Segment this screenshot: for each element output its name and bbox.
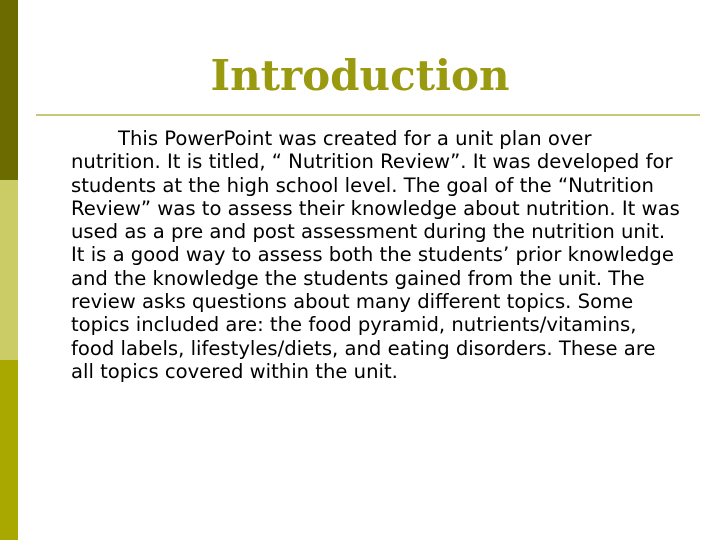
left-accent-bar-bottom (0, 360, 18, 540)
slide-title: Introduction (210, 51, 510, 100)
slide-body-text: This PowerPoint was created for a unit plan over nutrition. It is titled, “ Nutrition Review”. It was developed for students at the high school level. The goal of the “Nutrition Review” was to assess their knowledge about nutrition. It was used as a pre and post assessment during the nutrition unit. It is a good way to assess both the students’ prior knowledge and the knowledge the students gained from the unit. The review asks questions about many different topics. Some topics included are: the food pyramid, nutrients/vitamins, food labels, lifestyles/diets, and eating disorders. These are all topics covered within the unit. (71, 127, 680, 383)
left-accent-bar-middle (0, 180, 18, 360)
title-divider (36, 114, 700, 116)
